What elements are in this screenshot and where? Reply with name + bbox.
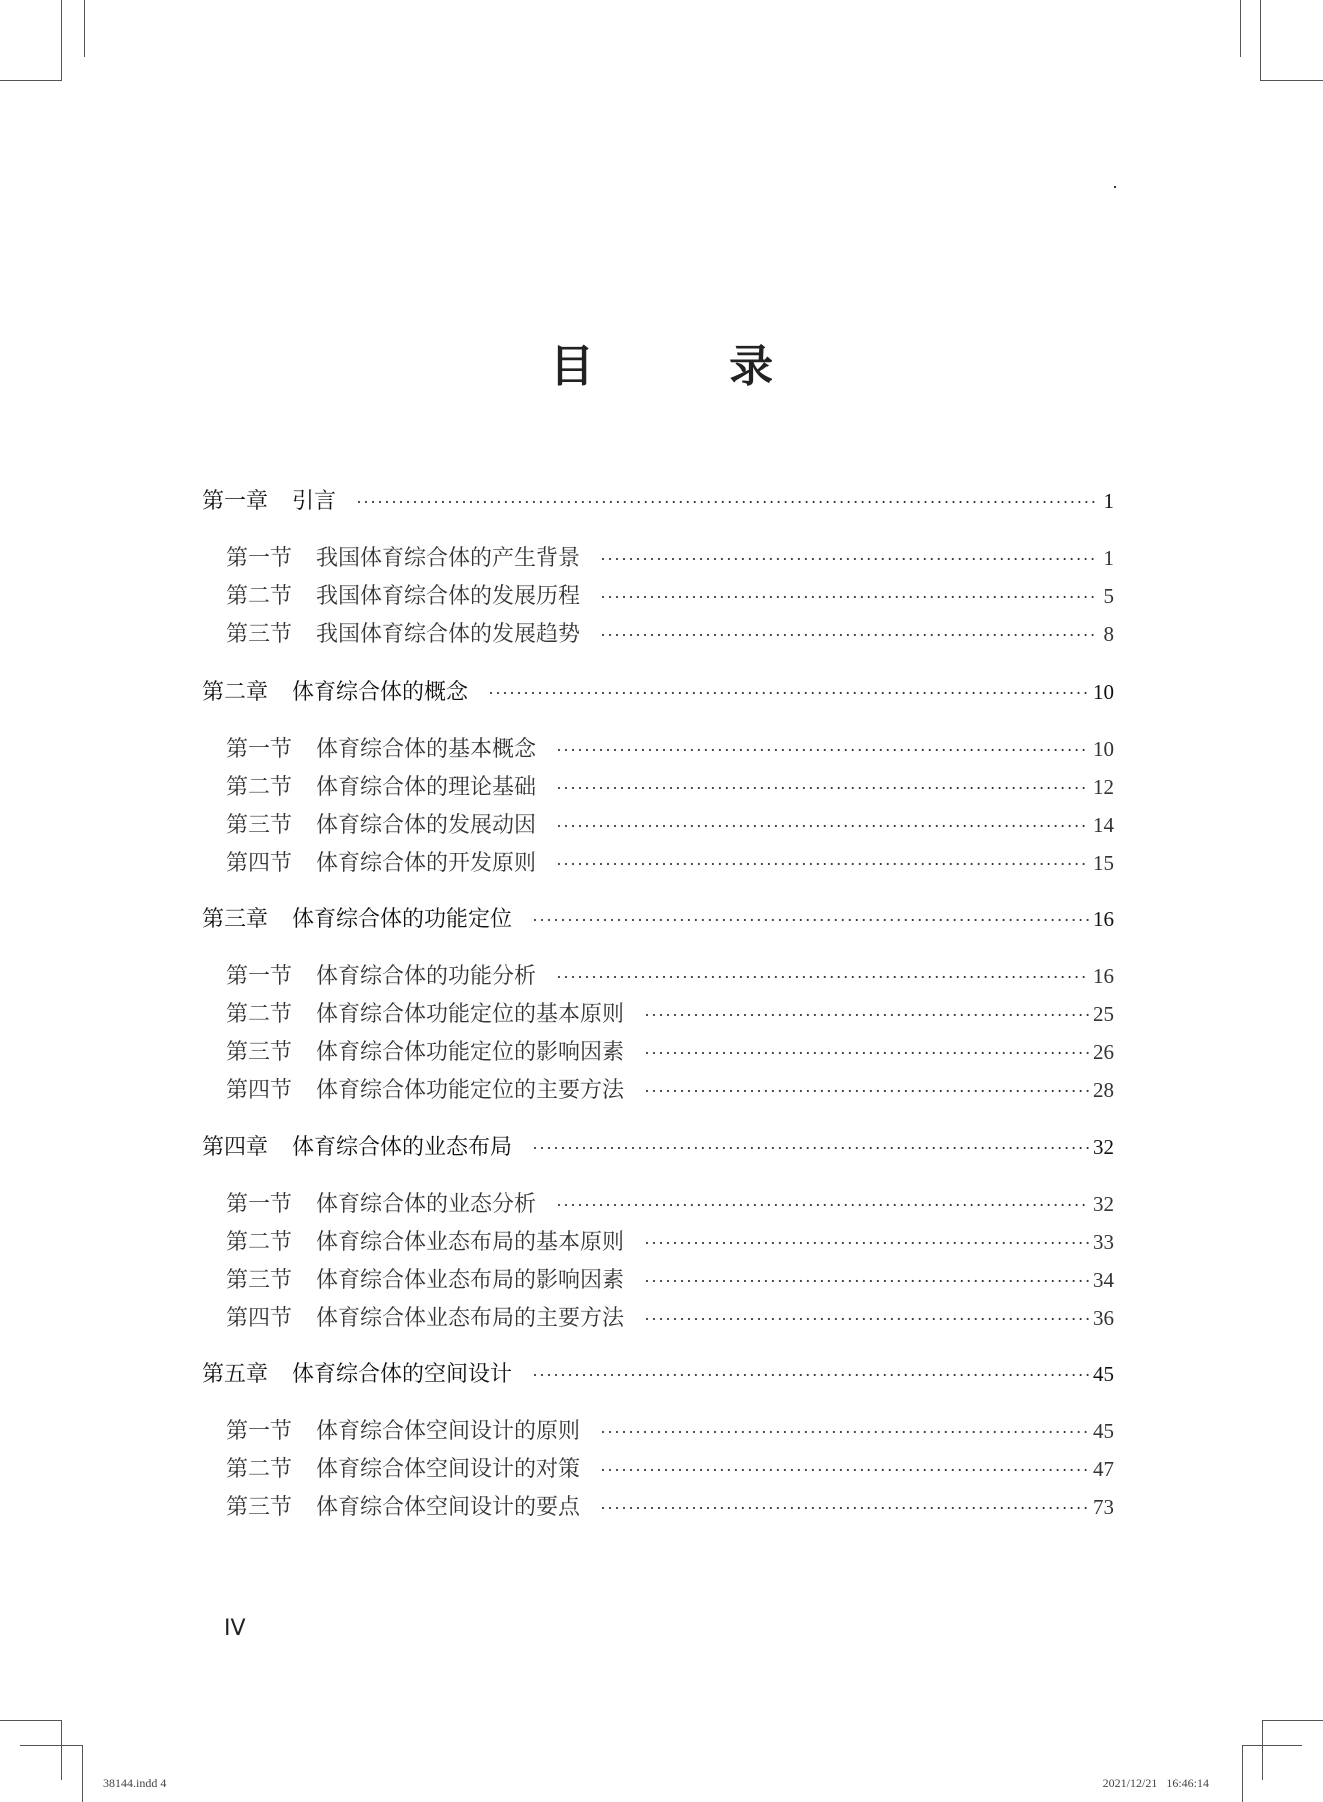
- dot-leader: [600, 625, 1096, 646]
- page-number: IV: [224, 1616, 246, 1641]
- entry-number: 第三节: [226, 1494, 293, 1519]
- dot-leader: [532, 1365, 1089, 1386]
- entry-title: 体育综合体的开发原则: [316, 850, 537, 875]
- dot-leader: [600, 1422, 1089, 1443]
- toc-section-entry[interactable]: [226, 959, 1114, 990]
- dot-leader: [532, 1138, 1089, 1159]
- entry-page: 34: [1093, 1268, 1114, 1292]
- entry-number: 第一节: [226, 545, 293, 570]
- entry-title: 体育综合体的业态布局: [292, 1135, 513, 1160]
- toc-section-entry[interactable]: [226, 1263, 1114, 1294]
- entry-title: 体育综合体的发展动因: [316, 812, 537, 837]
- entry-page: 73: [1093, 1495, 1114, 1519]
- entry-title: 体育综合体业态布局的影响因素: [316, 1267, 625, 1292]
- entry-page: 14: [1093, 813, 1114, 837]
- toc-section-entry[interactable]: [226, 541, 1114, 572]
- crop-mark: [1242, 1745, 1243, 1802]
- entry-number: 第一章: [202, 489, 269, 514]
- page-title: 目 录: [549, 341, 834, 392]
- crop-mark: [61, 1720, 62, 1780]
- entry-number: 第三节: [226, 1267, 293, 1292]
- crop-mark: [0, 1720, 62, 1721]
- entry-number: 第四章: [202, 1135, 269, 1160]
- registration-dot: [1114, 186, 1116, 188]
- entry-title: 体育综合体功能定位的主要方法: [316, 1077, 625, 1102]
- entry-title: 体育综合体空间设计的对策: [316, 1456, 581, 1481]
- toc-chapter-entry[interactable]: [202, 1130, 1114, 1161]
- toc-section-entry[interactable]: [226, 1452, 1114, 1483]
- dot-leader: [644, 1081, 1089, 1102]
- toc-section-entry[interactable]: [226, 1490, 1114, 1521]
- entry-page: 12: [1093, 775, 1114, 799]
- dot-leader: [644, 1043, 1089, 1064]
- entry-number: 第一节: [226, 963, 293, 988]
- entry-page: 25: [1093, 1002, 1114, 1026]
- entry-number: 第四节: [226, 850, 293, 875]
- crop-mark: [1240, 0, 1241, 57]
- dot-leader: [556, 816, 1089, 837]
- entry-page: 1: [1103, 489, 1114, 513]
- entry-page: 1: [1103, 546, 1114, 570]
- entry-page: 16: [1093, 907, 1114, 931]
- dot-leader: [556, 778, 1089, 799]
- entry-number: 第二节: [226, 774, 293, 799]
- entry-number: 第三节: [226, 812, 293, 837]
- entry-title: 引言: [292, 489, 337, 514]
- dot-leader: [600, 549, 1096, 570]
- toc-chapter-entry[interactable]: [202, 902, 1114, 933]
- entry-title: 我国体育综合体的发展趋势: [316, 621, 581, 646]
- entry-title: 体育综合体业态布局的基本原则: [316, 1229, 625, 1254]
- toc-section-entry[interactable]: [226, 1035, 1114, 1066]
- entry-page: 47: [1093, 1457, 1114, 1481]
- entry-number: 第二节: [226, 583, 293, 608]
- toc-section-entry[interactable]: [226, 1225, 1114, 1256]
- toc-section-entry[interactable]: [226, 1073, 1114, 1104]
- entry-page: 28: [1093, 1078, 1114, 1102]
- entry-number: 第三节: [226, 621, 293, 646]
- entry-page: 15: [1093, 851, 1114, 875]
- entry-page: 32: [1093, 1135, 1114, 1159]
- entry-number: 第三章: [202, 907, 269, 932]
- entry-number: 第五章: [202, 1362, 269, 1387]
- entry-page: 8: [1103, 622, 1114, 646]
- entry-title: 体育综合体功能定位的基本原则: [316, 1001, 625, 1026]
- dot-leader: [600, 1498, 1089, 1519]
- entry-title: 体育综合体的业态分析: [316, 1191, 537, 1216]
- toc-section-entry[interactable]: [226, 617, 1114, 648]
- entry-page: 10: [1093, 737, 1114, 761]
- dot-leader: [644, 1233, 1089, 1254]
- dot-leader: [556, 740, 1089, 761]
- entry-title: 体育综合体的功能定位: [292, 907, 513, 932]
- entry-page: 16: [1093, 964, 1114, 988]
- crop-mark: [1262, 1720, 1263, 1780]
- entry-title: 体育综合体业态布局的主要方法: [316, 1305, 625, 1330]
- entry-number: 第四节: [226, 1305, 293, 1330]
- toc-section-entry[interactable]: [226, 1301, 1114, 1332]
- entry-page: 5: [1103, 584, 1114, 608]
- entry-page: 32: [1093, 1192, 1114, 1216]
- entry-page: 45: [1093, 1362, 1114, 1386]
- entry-title: 体育综合体空间设计的要点: [316, 1494, 581, 1519]
- dot-leader: [356, 492, 1096, 513]
- dot-leader: [532, 910, 1089, 931]
- entry-page: 36: [1093, 1306, 1114, 1330]
- dot-leader: [556, 1195, 1089, 1216]
- toc-section-entry[interactable]: [226, 1187, 1114, 1218]
- entry-title: 体育综合体的功能分析: [316, 963, 537, 988]
- toc-section-entry[interactable]: [226, 808, 1114, 839]
- crop-mark: [1260, 0, 1261, 80]
- crop-mark: [20, 1745, 82, 1746]
- toc-chapter-entry[interactable]: [202, 675, 1114, 706]
- entry-page: 10: [1093, 680, 1114, 704]
- crop-mark: [0, 80, 62, 81]
- dot-leader: [488, 683, 1089, 704]
- footer-file: 38144.indd 4: [103, 1776, 167, 1790]
- entry-title: 我国体育综合体的发展历程: [316, 583, 581, 608]
- dot-leader: [644, 1271, 1089, 1292]
- dot-leader: [600, 1460, 1089, 1481]
- entry-title: 体育综合体的理论基础: [316, 774, 537, 799]
- toc-section-entry[interactable]: [226, 846, 1114, 877]
- entry-title: 体育综合体空间设计的原则: [316, 1418, 581, 1443]
- footer-timestamp: 2021/12/21 16:46:14: [1102, 1776, 1209, 1790]
- entry-number: 第一节: [226, 736, 293, 761]
- entry-number: 第二章: [202, 680, 269, 705]
- entry-number: 第二节: [226, 1229, 293, 1254]
- toc-chapter-entry[interactable]: [202, 484, 1114, 515]
- dot-leader: [644, 1309, 1089, 1330]
- toc-section-entry[interactable]: [226, 997, 1114, 1028]
- toc-chapter-entry[interactable]: [202, 1357, 1114, 1388]
- toc-section-entry[interactable]: [226, 770, 1114, 801]
- entry-title: 体育综合体功能定位的影响因素: [316, 1039, 625, 1064]
- crop-mark: [1242, 1745, 1302, 1746]
- entry-number: 第一节: [226, 1418, 293, 1443]
- crop-mark: [84, 0, 85, 57]
- entry-number: 第二节: [226, 1456, 293, 1481]
- toc-section-entry[interactable]: [226, 732, 1114, 763]
- crop-mark: [82, 1745, 83, 1802]
- entry-title: 体育综合体的空间设计: [292, 1362, 513, 1387]
- dot-leader: [644, 1005, 1089, 1026]
- crop-mark: [1262, 1720, 1323, 1721]
- entry-title: 体育综合体的概念: [292, 680, 469, 705]
- dot-leader: [556, 967, 1089, 988]
- entry-page: 33: [1093, 1230, 1114, 1254]
- entry-page: 45: [1093, 1419, 1114, 1443]
- entry-title: 体育综合体的基本概念: [316, 736, 537, 761]
- entry-number: 第一节: [226, 1191, 293, 1216]
- crop-mark: [61, 0, 62, 80]
- dot-leader: [600, 587, 1096, 608]
- entry-title: 我国体育综合体的产生背景: [316, 545, 581, 570]
- toc-section-entry[interactable]: [226, 1414, 1114, 1445]
- entry-number: 第二节: [226, 1001, 293, 1026]
- entry-number: 第四节: [226, 1077, 293, 1102]
- crop-mark: [1260, 80, 1323, 81]
- toc-section-entry[interactable]: [226, 579, 1114, 610]
- dot-leader: [556, 854, 1089, 875]
- entry-number: 第三节: [226, 1039, 293, 1064]
- entry-page: 26: [1093, 1040, 1114, 1064]
